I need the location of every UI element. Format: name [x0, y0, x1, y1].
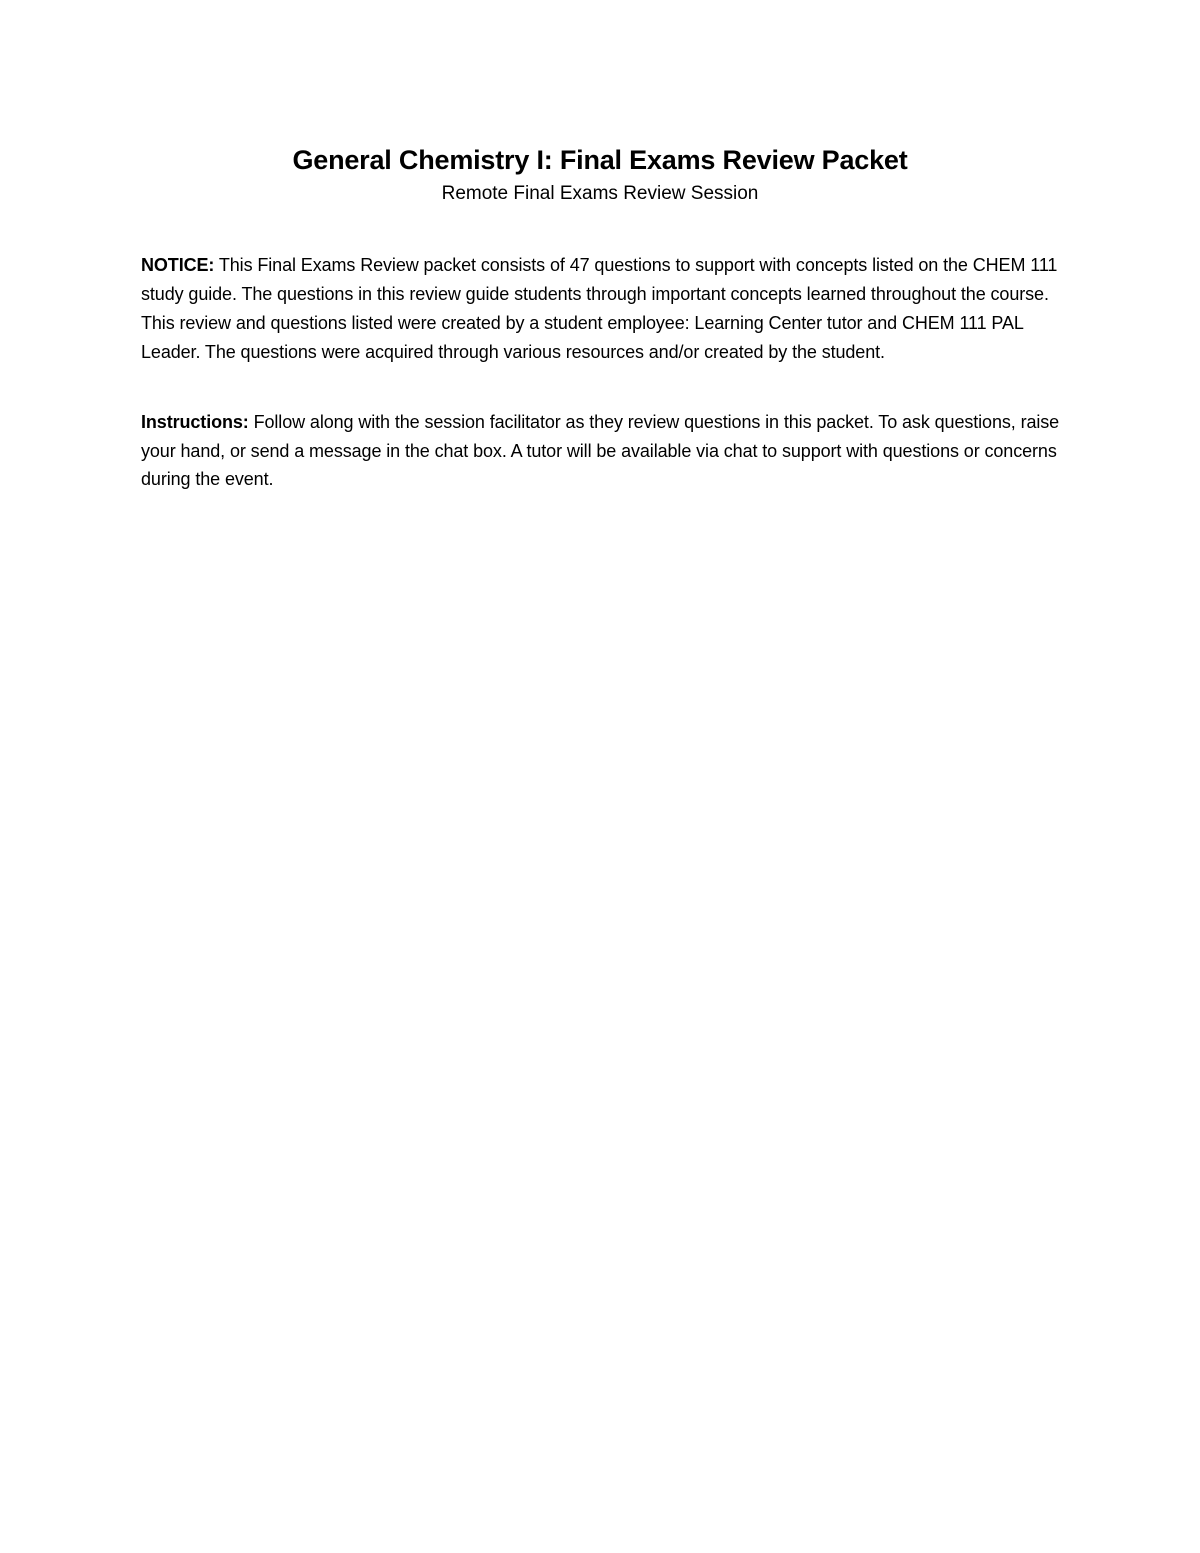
instructions-label: Instructions:: [141, 412, 249, 432]
document-title: General Chemistry I: Final Exams Review Packet: [292, 145, 908, 175]
notice-text: This Final Exams Review packet consists of 47 questions to support with concepts listed on the CHEM 111 study guide. The questions in this review guide students through important concepts learned throughout the course. This review and questions listed were created by a student employee: Learning Center tutor and CHEM 111 PAL Leader. The questions were acquired through various resources and/or created by the student.: [141, 255, 1058, 362]
notice-label: NOTICE:: [141, 255, 215, 275]
document-subtitle: Remote Final Exams Review Session: [441, 183, 759, 204]
instructions-text: Follow along with the session facilitator as they review questions in this packet. To ask questions, raise your hand, or send a message in the chat box. A tutor will be available via chat to support with questions or concerns during the event.: [141, 412, 1060, 489]
instructions-paragraph: [141, 408, 1061, 494]
notice-paragraph: [141, 251, 1061, 367]
